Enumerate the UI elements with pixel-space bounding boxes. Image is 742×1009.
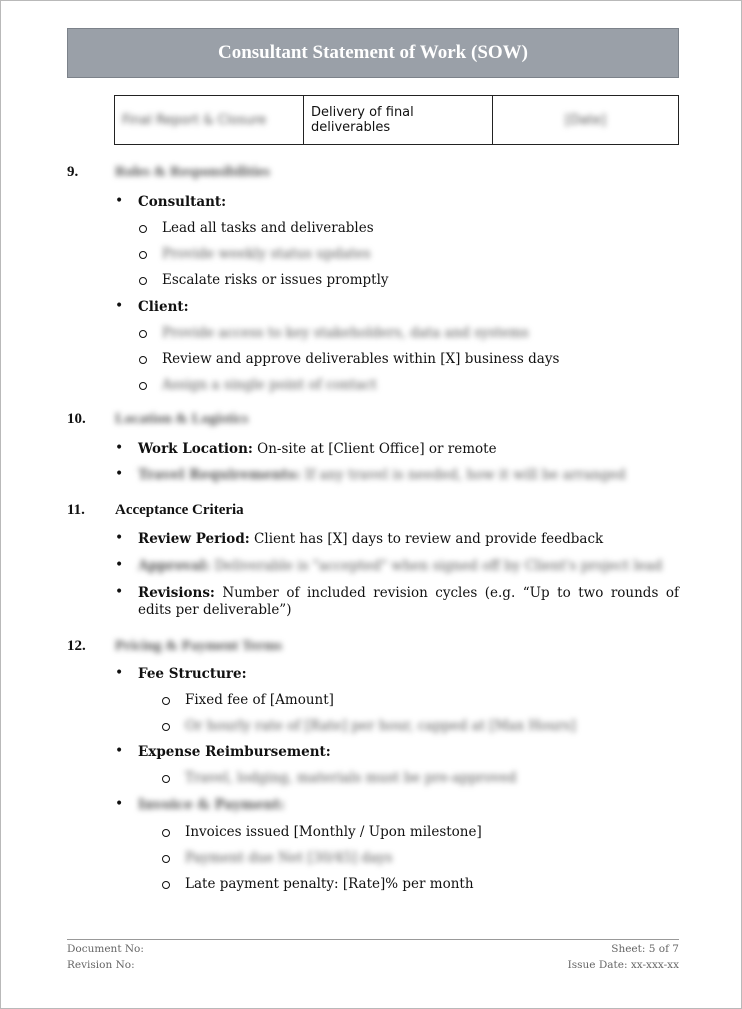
sub-bullet	[162, 881, 170, 889]
list-item: Travel, lodging, materials must be pre-approved	[185, 770, 517, 786]
bullet: •	[115, 440, 124, 456]
list-item: Payment due Net [30/45] days	[185, 850, 393, 866]
sub-bullet	[139, 225, 147, 233]
description-cell: Delivery of final deliverables	[304, 96, 493, 145]
list-item: Fixed fee of [Amount]	[185, 692, 334, 708]
sub-bullet	[162, 855, 170, 863]
sub-bullet	[139, 277, 147, 285]
schedule-table	[114, 95, 679, 145]
section-number: 10.	[67, 411, 86, 427]
sub-bullet	[139, 382, 147, 390]
section-title: Acceptance Criteria	[115, 502, 244, 518]
section-title: Roles & Responsibilities	[115, 164, 271, 180]
list-item: Provide access to key stakeholders, data and systems	[162, 325, 529, 341]
bullet: •	[115, 665, 124, 681]
list-item: Invoices issued [Monthly / Upon milestone]	[185, 824, 482, 840]
bullet: •	[115, 584, 124, 600]
sub-bullet	[139, 251, 147, 259]
work-location: Work Location: On-site at [Client Office] or remote	[138, 441, 497, 457]
sheet-number: Sheet: 5 of 7	[611, 943, 679, 955]
sub-bullet	[162, 775, 170, 783]
date-cell: [Date]	[493, 96, 679, 145]
list-item: Provide weekly status updates	[162, 246, 371, 262]
bullet: •	[115, 557, 124, 573]
table-row	[115, 96, 679, 145]
section-number: 9.	[67, 164, 79, 180]
fee-structure-label: Fee Structure:	[138, 666, 247, 682]
list-item: Assign a single point of contact	[162, 377, 377, 393]
travel-requirements: Travel Requirements: If any travel is needed, how it will be arranged	[138, 467, 626, 483]
list-item: Late payment penalty: [Rate]% per month	[185, 876, 474, 892]
sub-bullet	[139, 356, 147, 364]
client-label: Client:	[138, 299, 189, 315]
bullet: •	[115, 743, 124, 759]
section-number: 12.	[67, 638, 86, 654]
bullet: •	[115, 530, 124, 546]
bullet: •	[115, 466, 124, 482]
sub-bullet	[162, 697, 170, 705]
consultant-label: Consultant:	[138, 194, 227, 210]
approval: Approval: Deliverable is "accepted" when signed off by Client's project lead	[138, 558, 663, 574]
list-item: Or hourly rate of [Rate] per hour, capped at [Max Hours]	[185, 718, 576, 734]
sub-bullet	[139, 330, 147, 338]
list-item: Escalate risks or issues promptly	[162, 272, 389, 288]
milestone-cell: Final Report & Closure	[115, 96, 304, 145]
invoice-label: Invoice & Payment:	[138, 797, 285, 813]
review-period: Review Period: Client has [X] days to review and provide feedback	[138, 531, 604, 547]
revisions: Revisions: Number of included revision cycles (e.g. “Up to two rounds of edits per deliverable”)	[138, 585, 679, 618]
issue-date: Issue Date: xx-xxx-xx	[567, 959, 679, 971]
bullet: •	[115, 796, 124, 812]
list-item: Review and approve deliverables within [X] business days	[162, 351, 560, 367]
section-title: Location & Logistics	[115, 411, 249, 427]
section-number: 11.	[67, 502, 85, 518]
document-title: Consultant Statement of Work (SOW)	[67, 28, 679, 78]
expense-label: Expense Reimbursement:	[138, 744, 331, 760]
sub-bullet	[162, 829, 170, 837]
bullet: •	[115, 193, 124, 209]
page-footer	[67, 939, 679, 972]
document-number: Document No:	[67, 943, 144, 955]
sub-bullet	[162, 723, 170, 731]
bullet: •	[115, 298, 124, 314]
list-item: Lead all tasks and deliverables	[162, 220, 374, 236]
section-title: Pricing & Payment Terms	[115, 638, 283, 654]
revision-number: Revision No:	[67, 959, 135, 971]
